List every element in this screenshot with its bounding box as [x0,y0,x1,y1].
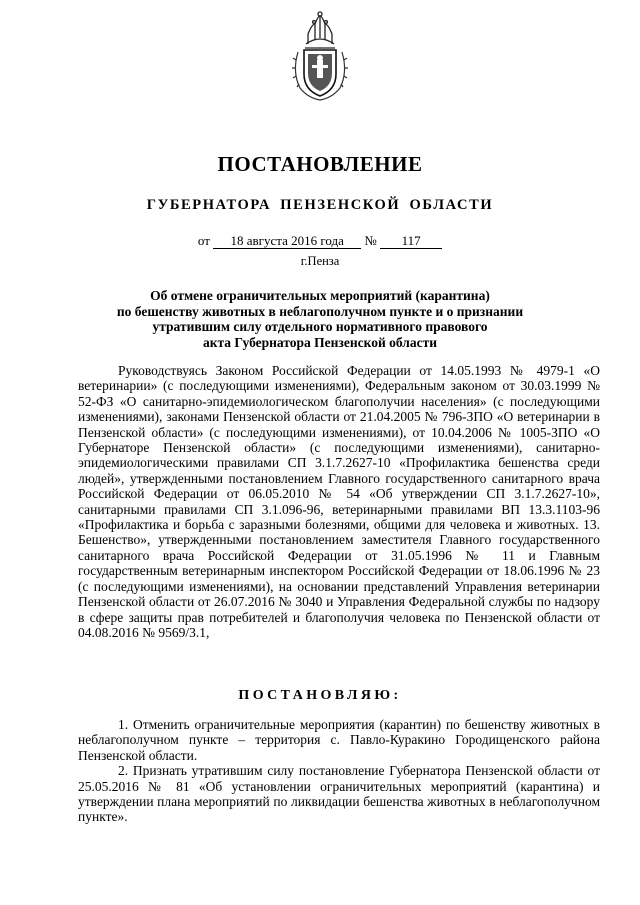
heading-line: утратившим силу отдельного нормативного правового [152,319,488,334]
heading-line: акта Губернатора Пензенской области [202,334,438,350]
document-number: 117 [380,234,442,249]
heading-line: по бешенству животных в неблагополучном пункте и о признании [116,303,524,319]
heading-line: Об отмене ограничительных мероприятий (карантина) [150,288,490,303]
preamble-paragraph: Руководствуясь Законом Российской Федерации от 14.05.1993 № 4979-1 «О ветеринарии» (с последующими изменениями), Федеральным законом от 30.03.1999 № 52-ФЗ «О санитарно-эпидемиологическом благополучии населения» (с последующими изменениями), законами Пензенской области от 21.04.2005 № 796-ЗПО «О ветеринарии в Пензенской области» (с последующими изменениями), от 10.04.2006 № 1005-ЗПО «О Губернаторе Пензенской области» (с последующими изменениями), санитарно-эпидемиологическими правилами СП 3.1.7.2627-10 «Профилактика бешенства среди людей», утвержденными постановлением Главного государственного санитарного врача Российской Федерации от 06.05.2010 № 54 «Об утверждении СП 3.1.7.2627-10», санитарными правилами СП 3.1.096-96, ветеринарными правилами ВП 13.3.1103-96 «Профилактика и борьба с заразными болезнями, общими для человека и животных. 13. Бешенство», утвержденными постановлением заместителя Главного государственного санитарного врача Российской Федерации от 31.05.1996 № 11 и Главным государственным ветеринарным инспектором Российской Федерации от 18.06.1996 № 23 (с последующими изменениями), на основании представлений Управления ветеринарии Пензенской области от 26.07.2016 № 3040 и Управления Федеральной службы по надзору в сфере защиты прав потребителей и благополучия человека по Пензенской области от 04.08.2016 № 9569/3.1, [78,363,600,640]
document-city: г.Пенза [300,254,340,268]
date-line [0,233,640,249]
document-subtitle: ГУБЕРНАТОРА ПЕНЗЕНСКОЙ ОБЛАСТИ [146,197,494,213]
decree-point: 1. Отменить ограничительные мероприятия (карантин) по бешенству животных в неблагополучном пункте – территория с. Павло-Куракино Городищенского района Пензенской области. [78,717,600,763]
document-title: ПОСТАНОВЛЕНИЕ [217,152,423,176]
number-prefix: № [364,233,377,248]
decree-word: ПОСТАНОВЛЯЮ: [238,688,402,703]
coat-of-arms-icon [288,10,352,102]
date-prefix: от [197,233,210,248]
decree-points [78,717,600,825]
decree-point: 2. Признать утратившим силу постановление Губернатора Пензенской области от 25.05.2016 № 81 «Об установлении ограничительных мероприятий (карантина) и утверждении плана мероприятий по ликвидации бешенства животных в неблагополучном пункте». [78,763,600,825]
document-heading [70,288,570,350]
document-date: 18 августа 2016 года [213,234,361,249]
preamble-section [78,363,600,640]
